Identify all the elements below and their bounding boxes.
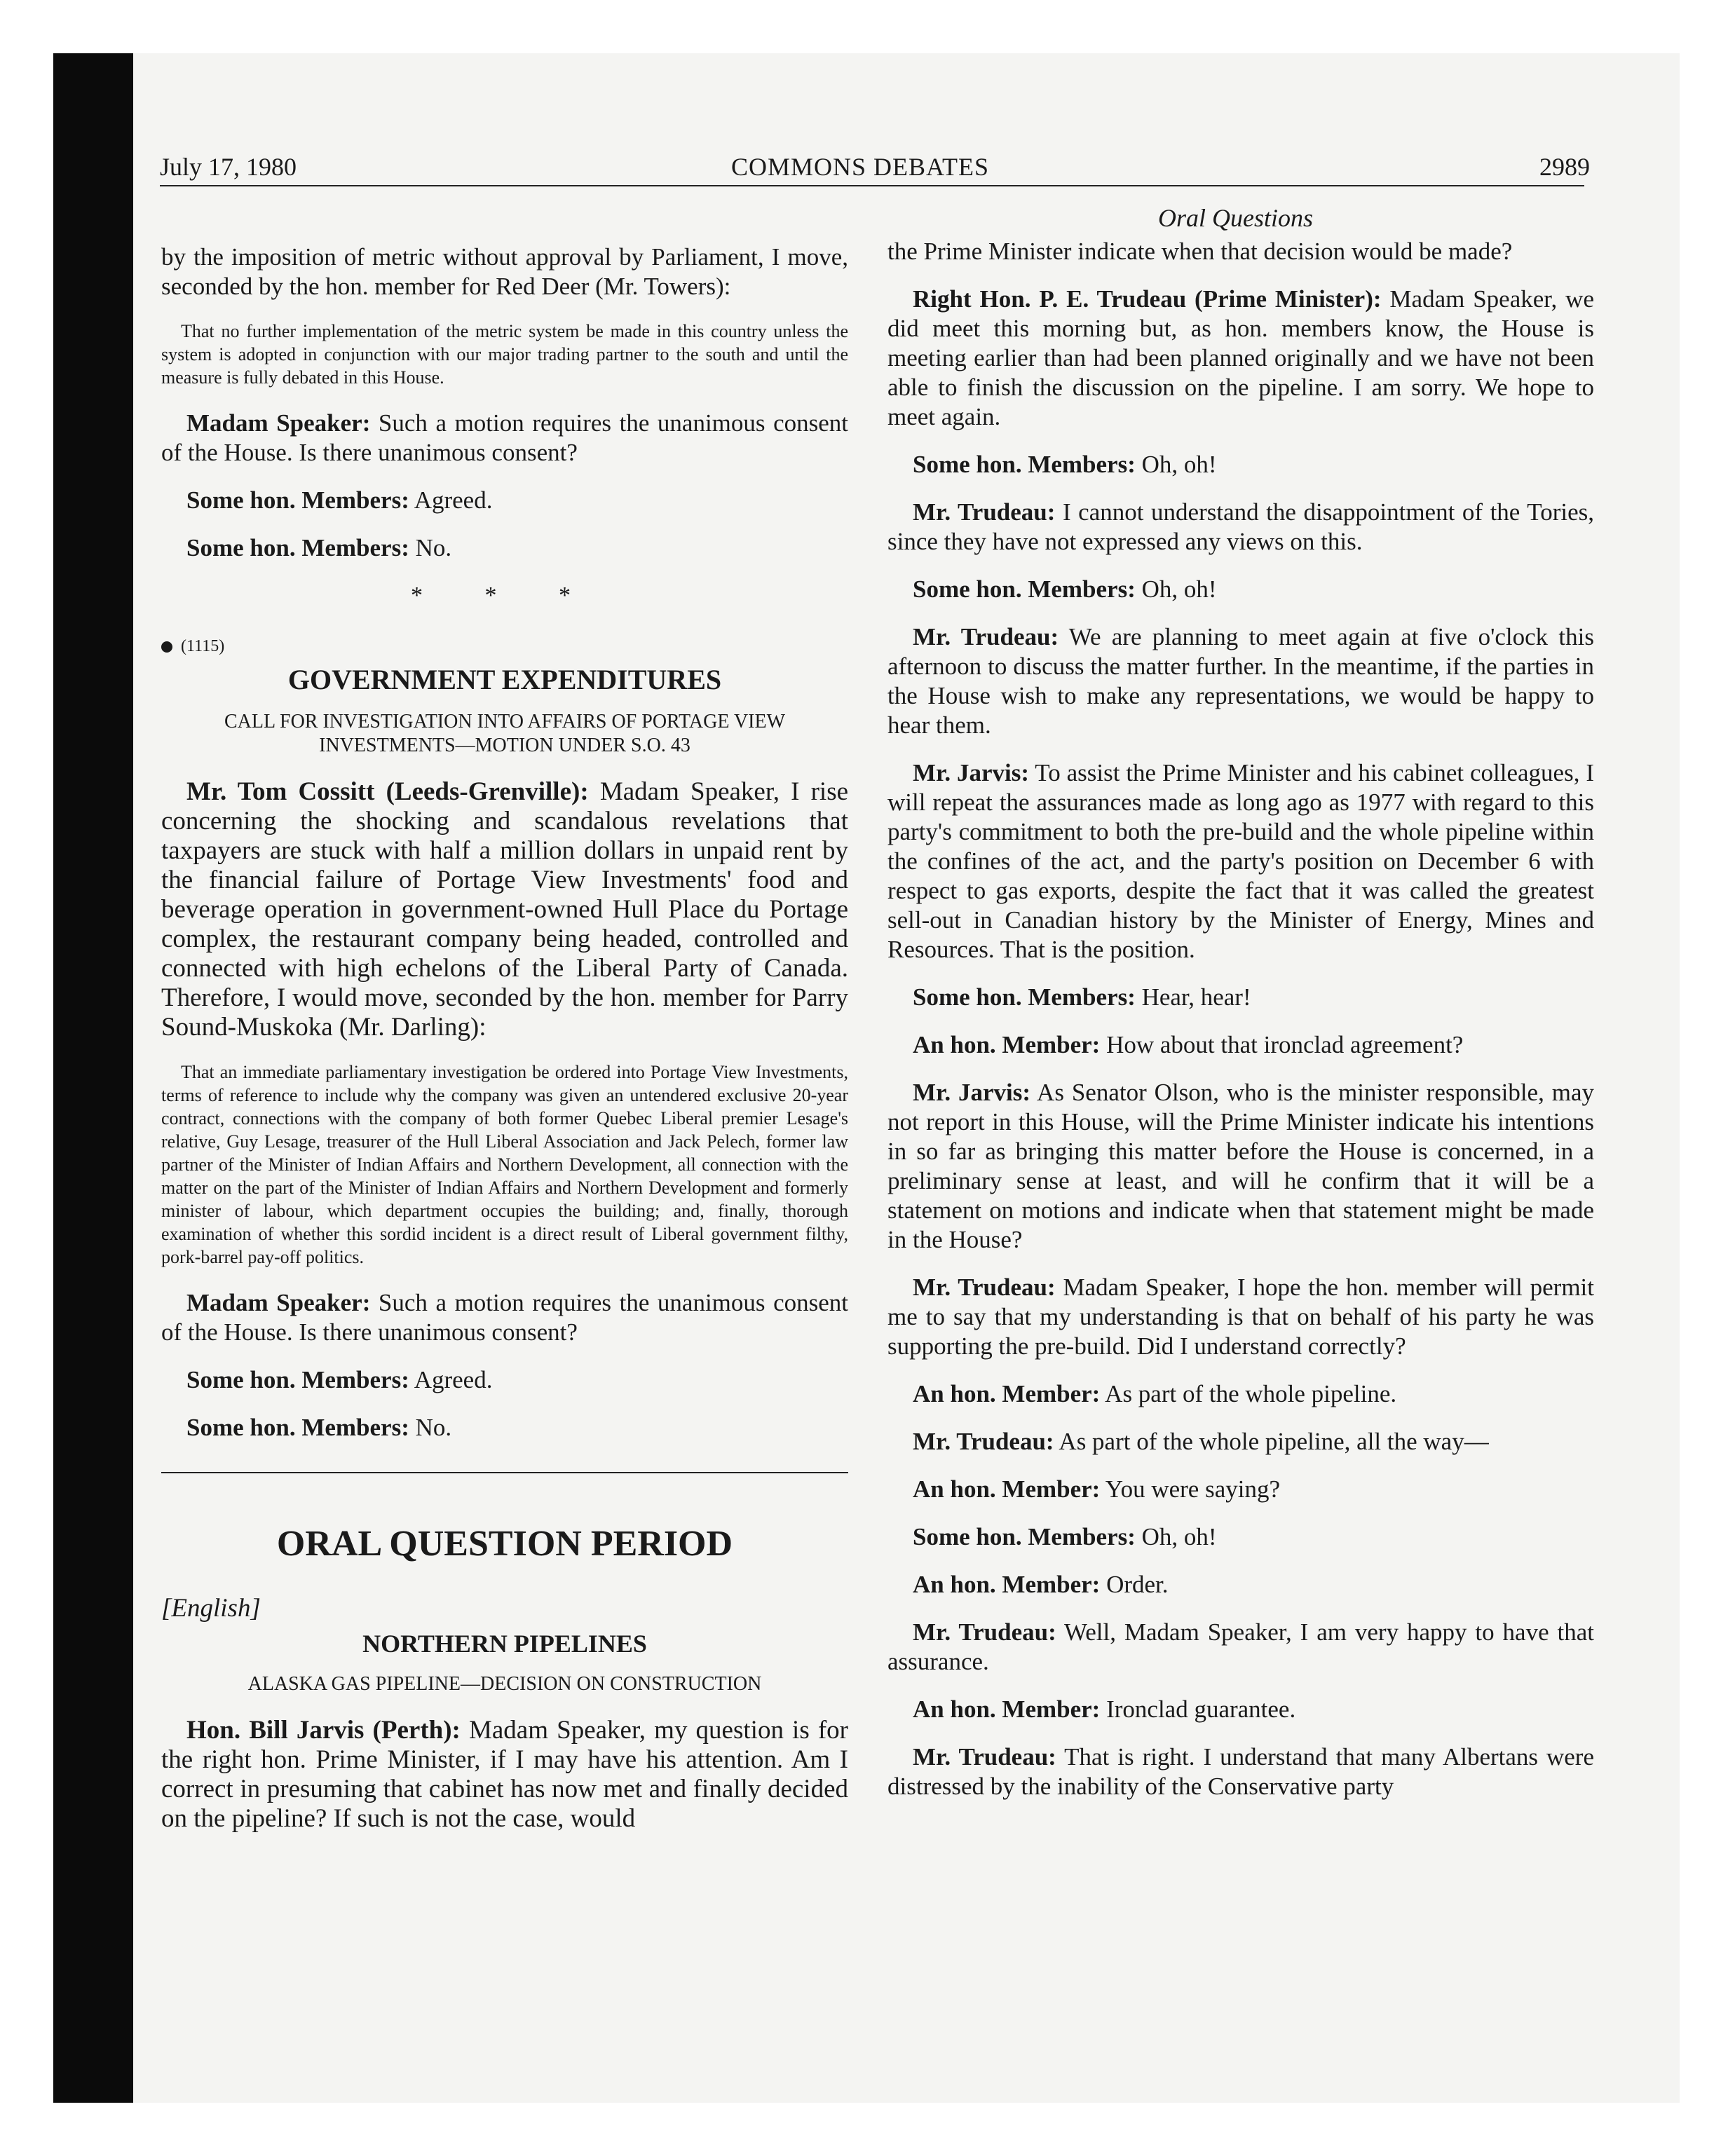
speech: Right Hon. P. E. Trudeau (Prime Minister): Madam Speaker, we did meet this morning but, as hon. members know, the House is meeting earlier than had been planned originally and we have not been able to finish the discussion on the pipeline. I am sorry. We hope to meet again. <box>887 285 1594 430</box>
speech: Mr. Trudeau: I cannot understand the disappointment of the Tories, since they have not expressed any views on this. <box>887 498 1594 555</box>
speech: Mr. Trudeau: We are planning to meet again at five o'clock this afternoon to discuss the matter further. In the meantime, if the parties in the House wish to make any representations, we would be happy to hear them. <box>887 623 1594 739</box>
speech: Mr. Jarvis: As Senator Olson, who is the minister responsible, may not report in this House, will the Prime Minister indicate his intentions in so far as bringing this matter before the House is concerned, in a preliminary sense at least, and will he confirm that it will be a statement on motions and indicate when that statement might be made in the House? <box>887 1079 1594 1253</box>
bullet-icon <box>161 641 172 653</box>
scanned-page <box>53 53 1680 2103</box>
speaker: Mr. Jarvis: <box>913 759 1030 786</box>
right-column <box>887 237 1594 1820</box>
speaker: Right Hon. P. E. Trudeau (Prime Minister): <box>913 285 1382 313</box>
time-marker: (1115) <box>161 632 848 661</box>
speaker: Hon. Bill Jarvis (Perth): <box>186 1716 461 1745</box>
speaker: An hon. Member: <box>913 1571 1101 1598</box>
speech: Madam Speaker: Such a motion requires the unanimous consent of the House. Is there unanimous consent? <box>161 409 848 466</box>
speaker: Some hon. Members: <box>186 1366 409 1393</box>
speech: An hon. Member: Ironclad guarantee. <box>913 1696 1296 1723</box>
speech: Mr. Trudeau: That is right. I understand that many Albertans were distressed by the inability of the Conservative party <box>887 1743 1594 1800</box>
speech: Some hon. Members: Agreed. <box>186 1366 493 1393</box>
speech: An hon. Member: As part of the whole pipeline. <box>913 1380 1397 1407</box>
speaker: Mr. Trudeau: <box>913 623 1059 650</box>
speech: Mr. Trudeau: Well, Madam Speaker, I am very happy to have that assurance. <box>887 1618 1594 1675</box>
speaker: An hon. Member: <box>913 1031 1101 1058</box>
running-head: Oral Questions <box>1158 204 1314 232</box>
section-rule <box>161 1472 848 1473</box>
subheading: CALL FOR INVESTIGATION INTO AFFAIRS OF PORTAGE VIEW INVESTMENTS—MOTION UNDER S.O. 43 <box>224 711 786 756</box>
speech: Some hon. Members: No. <box>186 534 452 561</box>
header-rule <box>160 185 1584 186</box>
speaker: An hon. Member: <box>913 1475 1101 1503</box>
speech: Some hon. Members: Hear, hear! <box>913 983 1251 1011</box>
speaker: Some hon. Members: <box>186 486 409 514</box>
speaker: Some hon. Members: <box>186 534 409 561</box>
speech: Mr. Tom Cossitt (Leeds-Grenville): Madam Speaker, I rise concerning the shocking and scandalous revelations that taxpayers are stuck with half a million dollars in unpaid rent by the financial failure of Portage View Investments' food and beverage operation in government-owned Hull Place du Portage complex, the restaurant company being headed, controlled and connected with high echelons of the Liberal Party of Canada. Therefore, I would move, seconded by the hon. member for Parry Sound-Muskoka (Mr. Darling): <box>161 777 849 1042</box>
speaker: Mr. Trudeau: <box>913 1428 1054 1455</box>
header-date: July 17, 1980 <box>160 153 297 181</box>
speech: Some hon. Members: No. <box>186 1414 452 1441</box>
subheading: ALASKA GAS PIPELINE—DECISION ON CONSTRUCTION <box>247 1673 762 1695</box>
speaker: Mr. Jarvis: <box>913 1079 1031 1106</box>
speaker: Mr. Trudeau: <box>913 1743 1056 1770</box>
binding-edge <box>53 53 133 2103</box>
speech: An hon. Member: You were saying? <box>913 1475 1280 1503</box>
speech: Mr. Trudeau: As part of the whole pipeline, all the way— <box>913 1428 1489 1455</box>
left-column <box>161 243 848 1852</box>
speech: An hon. Member: How about that ironclad agreement? <box>913 1031 1464 1058</box>
speaker: Some hon. Members: <box>913 575 1136 603</box>
section-heading: GOVERNMENT EXPENDITURES <box>287 664 722 695</box>
speech: Mr. Trudeau: Madam Speaker, I hope the hon. member will permit me to say that my understanding is that on behalf of his party he was supporting the pre-build. Did I understand correctly? <box>887 1274 1594 1360</box>
motion-text: That an immediate parliamentary investigation be ordered into Portage View Investments, terms of reference to include why the company was given an untendered exclusive 20-year contract, connections with the company of both former Quebec Liberal premier Lesage's relative, Guy Lesage, treasurer of the Hull Liberal Association and Jack Pelech, former law partner of the Minister of Indian Affairs and Northern Development, all connection with the matter on the part of the Minister of Indian Affairs and Northern Development and formerly minister of labour, which department occupies the building; and, finally, thorough examination of whether this sordid incident is a direct result of Liberal government filthy, pork-barrel pay-off politics. <box>161 1062 848 1267</box>
speech: Some hon. Members: Agreed. <box>186 486 493 514</box>
speaker: An hon. Member: <box>913 1696 1101 1723</box>
oral-question-period-title: ORAL QUESTION PERIOD <box>276 1524 733 1564</box>
speech: Madam Speaker: Such a motion requires the unanimous consent of the House. Is there unanimous consent? <box>161 1289 848 1346</box>
speech: Hon. Bill Jarvis (Perth): Madam Speaker, my question is for the right hon. Prime Minister, if I may have his attention. Am I correct in presuming that cabinet has now met and finally decided on the pipeline? If such is not the case, would <box>161 1716 848 1833</box>
speaker: Mr. Trudeau: <box>913 498 1056 526</box>
speech: An hon. Member: Order. <box>913 1571 1169 1598</box>
speaker: Madam Speaker: <box>186 1289 371 1316</box>
section-heading: NORTHERN PIPELINES <box>362 1630 647 1658</box>
language-tag: [English] <box>161 1594 261 1623</box>
paragraph: by the imposition of metric without approval by Parliament, I move, seconded by the hon. member for Red Deer (Mr. Towers): <box>161 243 848 300</box>
speaker: Mr. Trudeau: <box>913 1274 1056 1301</box>
speaker: Mr. Trudeau: <box>913 1618 1056 1646</box>
header-title: COMMONS DEBATES <box>731 153 990 181</box>
speaker: Some hon. Members: <box>913 1523 1136 1550</box>
speaker: Mr. Tom Cossitt (Leeds-Grenville): <box>186 777 589 806</box>
speech: Some hon. Members: Oh, oh! <box>913 1523 1217 1550</box>
speech: Some hon. Members: Oh, oh! <box>913 575 1217 603</box>
speaker: Some hon. Members: <box>913 983 1136 1011</box>
motion-text: That no further implementation of the metric system be made in this country unless the system is adopted in conjunction with our major trading partner to the south and until the measure is fully debated in this House. <box>161 321 848 388</box>
speaker: Some hon. Members: <box>186 1414 409 1441</box>
speaker: Some hon. Members: <box>913 451 1136 478</box>
speech: Mr. Jarvis: To assist the Prime Minister and his cabinet colleagues, I will repeat the assurances made as long ago as 1977 with regard to this party's commitment to both the pre-build and the whole pipeline within the confines of the act, and the party's position on December 6 with respect to gas exports, despite the fact that it was called the greatest sell-out in Canadian history by the Minister of Energy, Mines and Resources. That is the position. <box>887 759 1594 963</box>
header-page-number: 2989 <box>1539 153 1590 181</box>
section-break: * * * <box>411 582 599 608</box>
paragraph: the Prime Minister indicate when that decision would be made? <box>887 238 1513 265</box>
speaker: An hon. Member: <box>913 1380 1101 1407</box>
speech: Some hon. Members: Oh, oh! <box>913 451 1217 478</box>
speaker: Madam Speaker: <box>186 409 371 437</box>
